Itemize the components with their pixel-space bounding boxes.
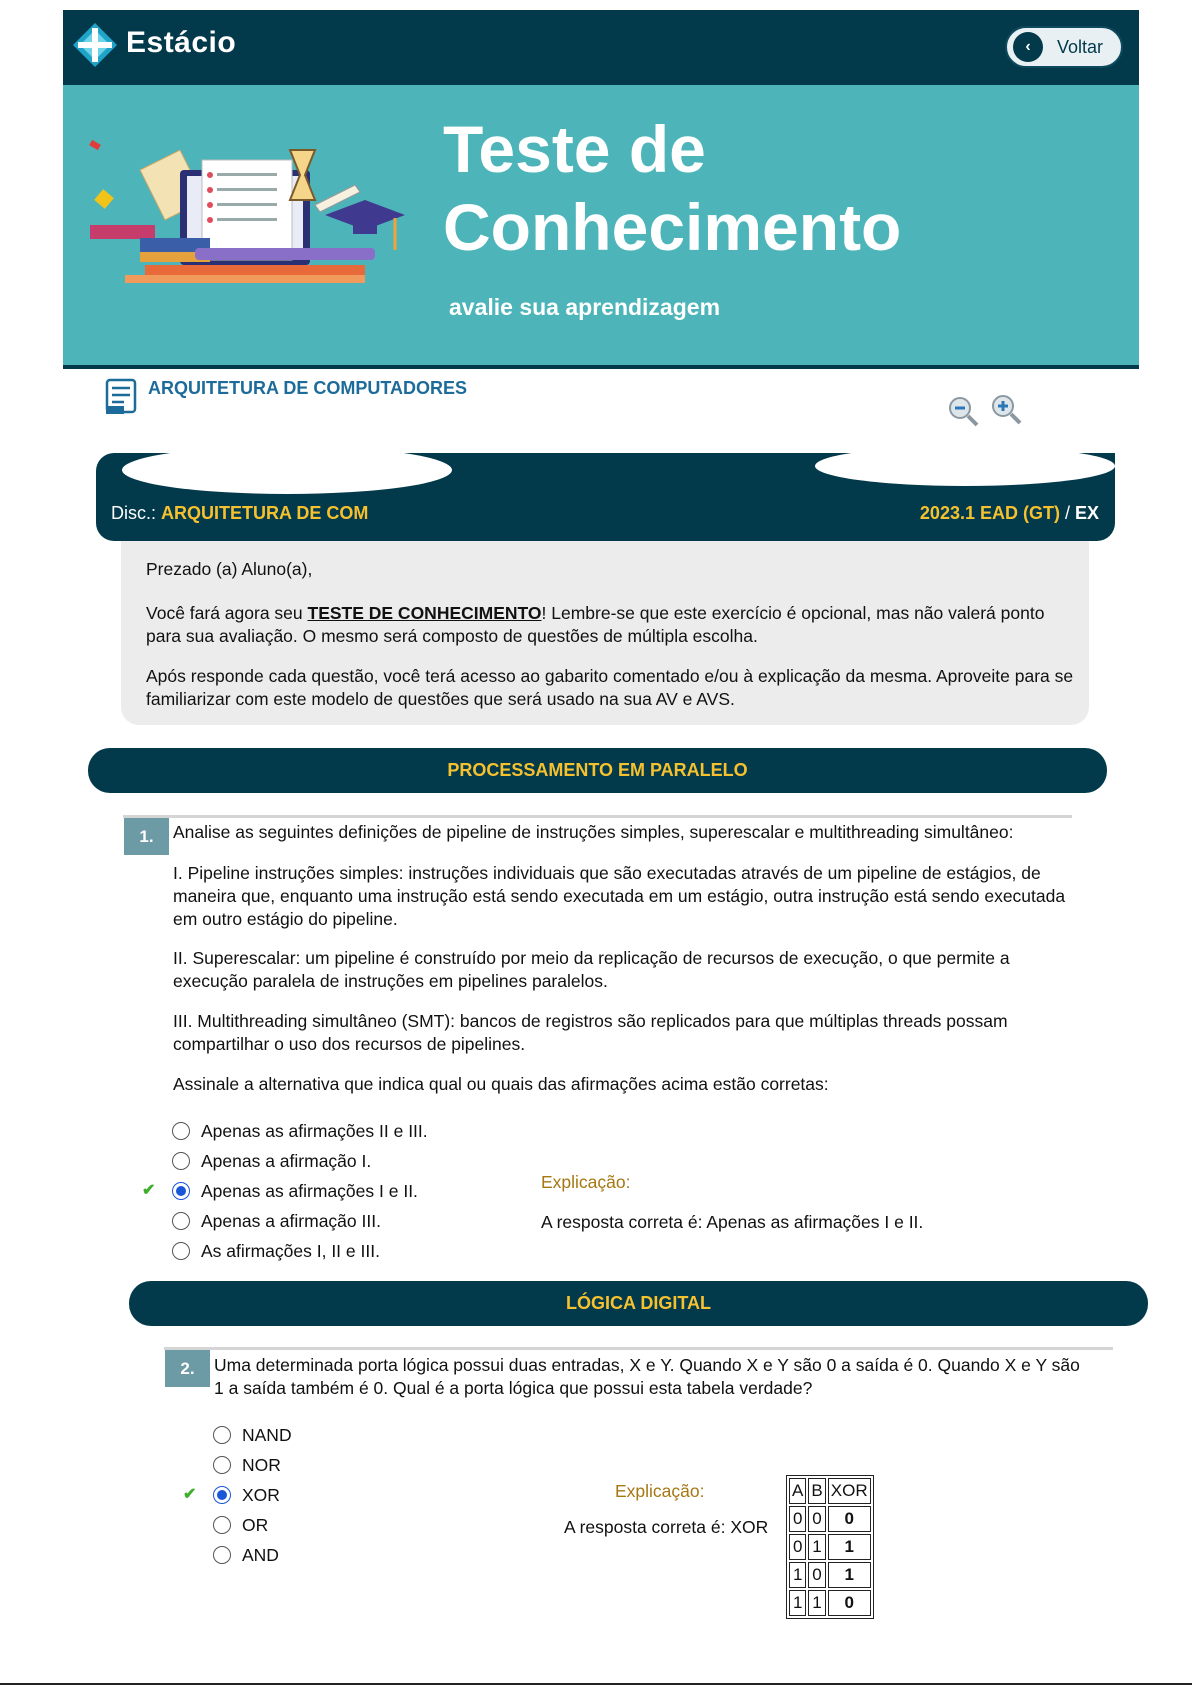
chevron-left-icon: ‹ (1013, 32, 1043, 62)
truth-table-cell: 1 (808, 1534, 825, 1560)
radio-button-selected[interactable] (213, 1486, 231, 1504)
truth-table-row (789, 1562, 871, 1588)
banner-title (443, 110, 901, 266)
answer-option[interactable] (172, 1240, 380, 1262)
banner-title-line1: Teste de (443, 112, 706, 186)
radio-button-selected[interactable] (172, 1182, 190, 1200)
question-stem: Uma determinada porta lógica possui duas entradas, X e Y. Quando X e Y são 0 a saída é 0. Quando X e Y são 1 a saída também é 0. Qual é a porta lógica que possui esta tabela verdade? (214, 1355, 1080, 1398)
truth-table-output-cell: 0 (828, 1506, 871, 1532)
intro-p1-after: ! Lembre-se que este exercício é opcional, mas não valerá ponto para sua avaliação. O mesmo será composto de questões de múltipla escolha. (146, 603, 1045, 646)
question-number: 1. (124, 818, 169, 855)
period-label (920, 503, 1099, 524)
intro-p1-before: Você fará agora seu (146, 603, 308, 623)
brand-name: Estácio (126, 26, 237, 59)
intro-paragraph-1 (146, 602, 1076, 648)
truth-table-row (789, 1590, 871, 1616)
study-illustration-icon (85, 140, 425, 300)
section-header-digital-logic: LÓGICA DIGITAL (129, 1281, 1148, 1326)
document-list-icon (104, 378, 138, 416)
answer-option[interactable] (213, 1424, 292, 1446)
back-button-label: Voltar (1057, 36, 1104, 57)
answer-option-label: NOR (242, 1454, 281, 1475)
answer-option-label: AND (242, 1544, 279, 1565)
answer-option-selected[interactable] (172, 1180, 418, 1202)
estacio-logo-icon (72, 22, 118, 68)
answer-option-label: Apenas a afirmação I. (201, 1150, 372, 1171)
answer-option[interactable] (172, 1210, 381, 1232)
checkmark-icon: ✔ (183, 1486, 197, 1503)
answer-option[interactable] (213, 1514, 268, 1536)
explanation-text: A resposta correta é: XOR (564, 1517, 769, 1537)
answer-option-label: XOR (242, 1484, 280, 1505)
truth-table-header (789, 1478, 871, 1504)
answer-option-label: OR (242, 1514, 269, 1535)
banner-subtitle: avalie sua aprendizagem (449, 294, 721, 320)
redaction-mark (122, 446, 452, 494)
question-item: I. Pipeline instruções simples: instruções individuais que são executadas através de um pipeline de estágios, de maneira que, enquanto uma instrução está sendo executada em um estágio, outra instrução está sendo executada em outro estágio do pipeline. (173, 863, 1066, 929)
answer-option-label: Apenas as afirmações II e III. (201, 1120, 428, 1141)
zoom-in-icon[interactable] (990, 393, 1022, 425)
radio-button[interactable] (213, 1426, 231, 1444)
question-item: III. Multithreading simultâneo (SMT): bancos de registros são replicados para que múltiplas threads possam compartilhar o uso dos recursos de pipelines. (173, 1011, 1008, 1054)
section-header-parallel: PROCESSAMENTO EM PARALELO (88, 748, 1107, 793)
truth-table-row (789, 1534, 871, 1560)
question-stem: Analise as seguintes definições de pipeline de instruções simples, superescalar e multithreading simultâneo: (173, 822, 1014, 842)
answer-option-label: Apenas a afirmação III. (201, 1210, 381, 1231)
truth-table-output-cell: 0 (828, 1590, 871, 1616)
radio-button[interactable] (213, 1516, 231, 1534)
back-button[interactable] (1005, 26, 1123, 68)
redaction-mark (815, 446, 1115, 486)
intro-greeting: Prezado (a) Aluno(a), (146, 559, 313, 579)
explanation-title: Explicação: (541, 1172, 631, 1192)
period-value: 2023.1 EAD (GT) (919, 503, 1060, 523)
answer-option-label: NAND (242, 1424, 292, 1445)
truth-table-cell: 1 (808, 1590, 825, 1616)
answer-option[interactable] (213, 1454, 281, 1476)
answer-option[interactable] (213, 1544, 279, 1566)
truth-table-output-cell: 1 (828, 1534, 871, 1560)
radio-button[interactable] (172, 1122, 190, 1140)
discipline-label (111, 503, 368, 524)
truth-table-cell: 0 (808, 1506, 825, 1532)
answer-option-selected[interactable] (213, 1484, 280, 1506)
truth-table-header-cell: B (808, 1478, 825, 1504)
truth-table-cell: 1 (789, 1590, 806, 1616)
truth-table-header-cell: XOR (828, 1478, 871, 1504)
discipline-name: ARQUITETURA DE COM (161, 503, 369, 523)
explanation-text: A resposta correta é: Apenas as afirmações I e II. (541, 1212, 924, 1232)
course-title: ARQUITETURA DE COMPUTADORES (148, 378, 467, 398)
banner-title-line2: Conhecimento (443, 190, 902, 264)
answer-option-label: Apenas as afirmações I e II. (201, 1180, 418, 1201)
truth-table-cell: 0 (789, 1506, 806, 1532)
truth-table-cell: 0 (789, 1534, 806, 1560)
question-divider (123, 815, 1072, 818)
radio-button[interactable] (172, 1212, 190, 1230)
truth-table-header-cell: A (789, 1478, 806, 1504)
discipline-prefix: Disc.: (111, 503, 156, 523)
answer-option-label: As afirmações I, II e III. (201, 1240, 380, 1261)
radio-button[interactable] (172, 1152, 190, 1170)
explanation-title: Explicação: (615, 1481, 705, 1501)
truth-table-cell: 0 (808, 1562, 825, 1588)
zoom-out-icon[interactable] (947, 395, 979, 427)
answer-option[interactable] (172, 1120, 428, 1142)
intro-paragraph-2: Após responde cada questão, você terá acesso ao gabarito comentado e/ou à explicação da mesma. Aproveite para se familiarizar com este modelo de questões que será usado na sua AV e AVS. (146, 666, 1074, 709)
period-separator: / (1059, 503, 1075, 523)
truth-table-row (789, 1506, 871, 1532)
radio-button[interactable] (172, 1242, 190, 1260)
intro-p1-highlight: TESTE DE CONHECIMENTO (307, 603, 542, 623)
question-divider (164, 1347, 1113, 1350)
checkmark-icon: ✔ (142, 1182, 156, 1199)
radio-button[interactable] (213, 1546, 231, 1564)
period-suffix: EX (1074, 503, 1099, 523)
truth-table-output-cell: 1 (828, 1562, 871, 1588)
truth-table-cell: 1 (789, 1562, 806, 1588)
question-prompt: Assinale a alternativa que indica qual ou quais das afirmações acima estão corretas: (173, 1074, 829, 1094)
radio-button[interactable] (213, 1456, 231, 1474)
question-number: 2. (165, 1350, 210, 1387)
answer-option[interactable] (172, 1150, 371, 1172)
question-item: II. Superescalar: um pipeline é construído por meio da replicação de recursos de execução, o que permite a execução paralela de instruções em pipelines paralelos. (173, 948, 1010, 991)
truth-table (786, 1475, 874, 1619)
